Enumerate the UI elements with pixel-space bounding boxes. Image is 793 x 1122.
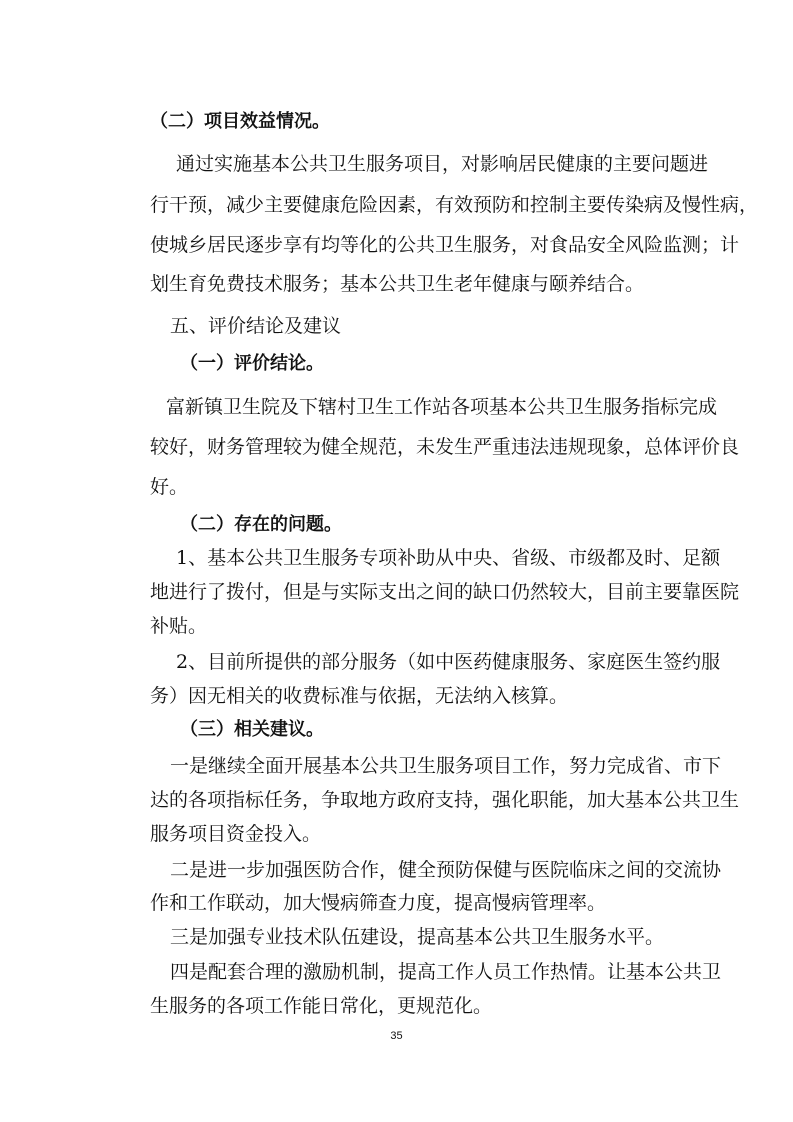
paragraph-line: 通过实施基本公共卫生服务项目，对影响居民健康的主要问题进 bbox=[176, 153, 709, 175]
section-heading-conclusion: 五、评价结论及建议 bbox=[170, 315, 342, 337]
page-number: 35 bbox=[390, 1030, 403, 1042]
paragraph-line: 使城乡居民逐步享有均等化的公共卫生服务，对食品安全风险监测；计 bbox=[150, 234, 740, 256]
paragraph-line: 生服务的各项工作能日常化，更规范化。 bbox=[150, 995, 493, 1017]
paragraph-line: 一是继续全面开展基本公共卫生服务项目工作，努力完成省、市下 bbox=[170, 755, 722, 777]
section-heading-benefits: （二）项目效益情况。 bbox=[150, 111, 330, 132]
paragraph-line: 补贴。 bbox=[150, 615, 208, 637]
paragraph-line: 作和工作联动，加大慢病筛查力度，提高慢病管理率。 bbox=[150, 892, 607, 914]
paragraph-line: 1、基本公共卫生服务专项补助从中央、省级、市级都及时、足额 bbox=[176, 547, 721, 569]
paragraph-line: 务）因无相关的收费标准与依据，无法纳入核算。 bbox=[150, 685, 569, 707]
paragraph-line: 二是进一步加强医防合作，健全预防保健与医院临床之间的交流协 bbox=[170, 859, 722, 881]
subsection-heading-evaluation: （一）评价结论。 bbox=[180, 353, 324, 374]
paragraph-line: 较好，财务管理较为健全规范，未发生严重违法违规现象，总体评价良 bbox=[150, 436, 740, 458]
paragraph-line: 2、目前所提供的部分服务（如中医药健康服务、家庭医生签约服 bbox=[176, 651, 721, 673]
paragraph-line: 三是加强专业技术队伍建设，提高基本公共卫生服务水平。 bbox=[170, 926, 665, 948]
paragraph-line: 划生育免费技术服务；基本公共卫生老年健康与颐养结合。 bbox=[150, 273, 645, 295]
paragraph-line: 达的各项指标任务，争取地方政府支持，强化职能，加大基本公共卫生 bbox=[150, 789, 740, 811]
subsection-heading-suggestions: （三）相关建议。 bbox=[180, 719, 324, 740]
paragraph-line: 好。 bbox=[150, 476, 189, 498]
paragraph-line: 服务项目资金投入。 bbox=[150, 823, 322, 845]
subsection-heading-issues: （二）存在的问题。 bbox=[180, 514, 342, 535]
paragraph-line: 四是配套合理的激励机制，提高工作人员工作热情。让基本公共卫 bbox=[170, 961, 722, 983]
paragraph-line: 行干预，减少主要健康危险因素，有效预防和控制主要传染病及慢性病， bbox=[150, 194, 759, 216]
paragraph-line: 地进行了拨付，但是与实际支出之间的缺口仍然较大，目前主要靠医院 bbox=[150, 581, 740, 603]
paragraph-line: 富新镇卫生院及下辖村卫生工作站各项基本公共卫生服务指标完成 bbox=[166, 396, 718, 418]
